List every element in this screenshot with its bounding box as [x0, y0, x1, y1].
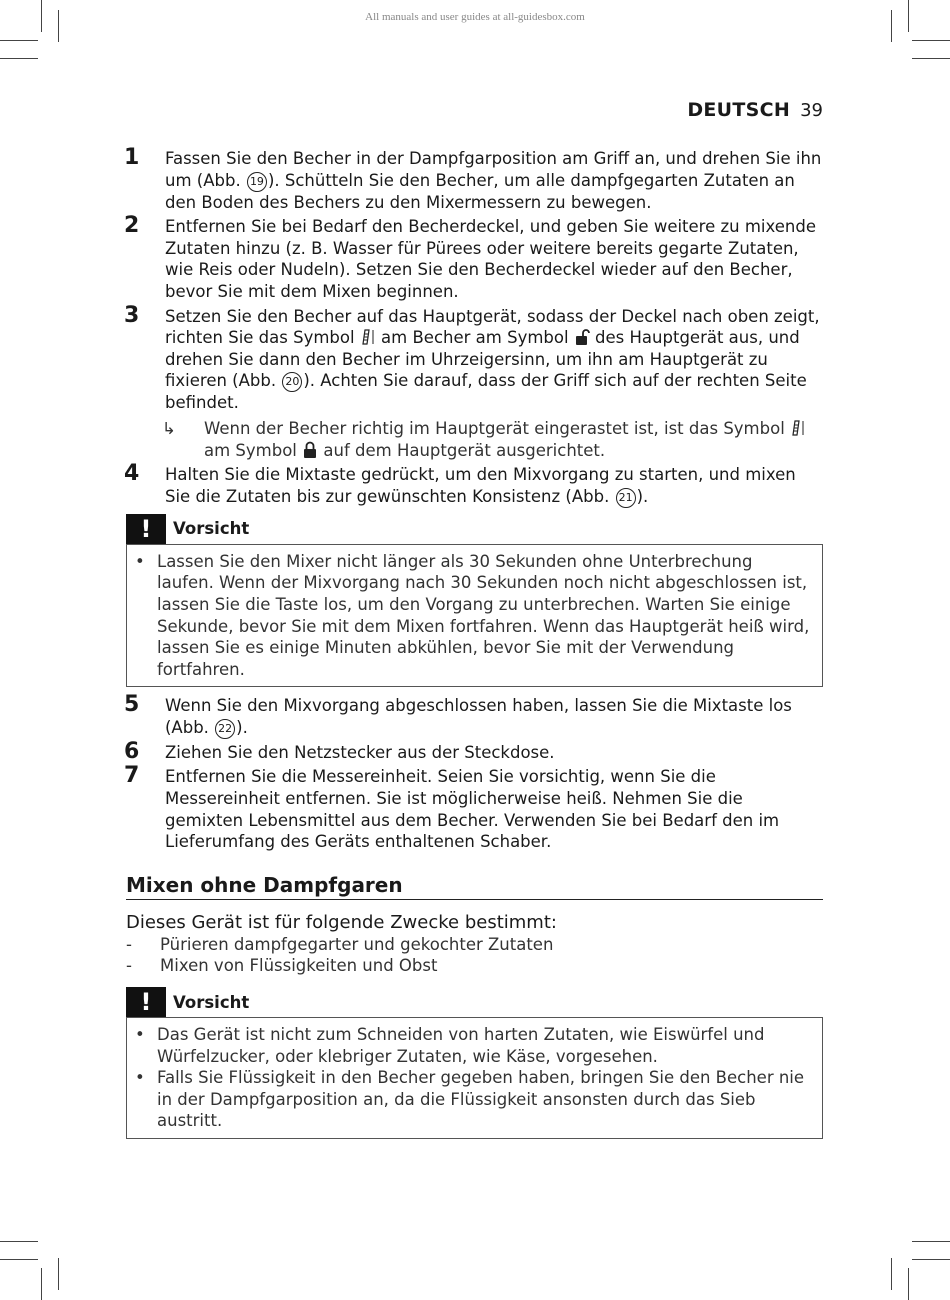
caution-header: [126, 514, 823, 544]
step-text: ).: [636, 486, 649, 506]
step-text: Ziehen Sie den Netzstecker aus der Steckdose.: [165, 742, 555, 762]
step-1: [124, 145, 823, 213]
lock-icon: [302, 441, 318, 459]
caution-label: Vorsicht: [173, 519, 250, 539]
step-text: ). Schütteln Sie den Becher, um alle dampfgegarten Zutaten an den Boden des Bechers zu den Mixermessern zu bewegen.: [165, 170, 795, 212]
crop-mark: [912, 1241, 950, 1242]
crop-mark: [912, 58, 950, 59]
crop-mark: [891, 1258, 892, 1290]
result-text: Wenn der Becher richtig im Hauptgerät eingerastet ist, ist das Symbol: [204, 418, 791, 438]
step-text: Halten Sie die Mixtaste gedrückt, um den Mixvorgang zu starten, und mixen Sie die Zutaten bis zur gewünschten Konsistenz (Abb.: [165, 465, 796, 506]
step-number: 3: [124, 302, 140, 328]
step-5: [124, 692, 823, 739]
caution-header: [126, 987, 823, 1017]
result-text: am Symbol: [204, 440, 303, 460]
figure-ref: 19: [247, 172, 267, 192]
language-label: DEUTSCH: [687, 99, 791, 121]
result-arrow-icon: ↳: [162, 418, 176, 438]
crop-mark: [908, 1268, 909, 1300]
crop-mark: [0, 1241, 38, 1242]
caution-text: Das Gerät ist nicht zum Schneiden von harten Zutaten, wie Eiswürfel und Würfelzucker, oder klebriger Zutaten, wie Käse, vorgesehen.: [157, 1025, 765, 1066]
step-text: Entfernen Sie bei Bedarf den Becherdeckel, und geben Sie weitere zu mixende Zutaten hinzu (z. B. Wasser für Pürees oder weitere bereits gegarte Zutaten, wie Reis oder Nudeln). Setzen Sie den Becherdeckel wieder auf den Becher, bevor Sie mit dem Mixen beginnen.: [165, 217, 817, 301]
section-intro: Dieses Gerät ist für folgende Zwecke bestimmt:: [126, 911, 557, 933]
caution-label: Vorsicht: [173, 992, 250, 1012]
step-text: des Hauptgerät aus, und drehen Sie dann den Becher im Uhrzeigersinn, um ihn am Hauptgerät zu fixieren (Abb.: [165, 328, 800, 391]
dash-icon: -: [126, 934, 132, 954]
figure-ref: 22: [215, 719, 235, 739]
list-item: [126, 955, 823, 977]
bullet-icon: •: [135, 551, 145, 571]
caution-item: [135, 1024, 814, 1067]
page-number: 39: [800, 100, 823, 121]
caution-item: [135, 1067, 814, 1132]
step-4: [124, 461, 823, 508]
warning-icon: !: [126, 514, 166, 544]
step-text: Fassen Sie den Becher in der Dampfgarposition am Griff an, und drehen Sie ihn um (Abb.: [165, 149, 822, 190]
jar-align-icon: [790, 419, 806, 437]
step-number: 7: [124, 763, 140, 789]
list-item-text: Pürieren dampfgegarter und gekochter Zutaten: [160, 934, 554, 954]
bullet-icon: •: [135, 1025, 145, 1045]
caution-box: [126, 544, 823, 688]
bullet-icon: •: [135, 1068, 145, 1088]
watermark: All manuals and user guides at all-guidesbox.com: [365, 11, 585, 23]
result-text: auf dem Hauptgerät ausgerichtet.: [318, 440, 606, 460]
page-content: [124, 145, 823, 1147]
warning-icon: !: [126, 987, 166, 1017]
step-6: [124, 738, 823, 764]
list-item-text: Mixen von Flüssigkeiten und Obst: [160, 956, 438, 976]
step-text: Wenn Sie den Mixvorgang abgeschlossen haben, lassen Sie die Mixtaste los (Abb.: [165, 696, 792, 737]
jar-align-icon: [360, 328, 376, 346]
step-text: Entfernen Sie die Messereinheit. Seien Sie vorsichtig, wenn Sie die Messereinheit entfernen. Sie ist möglicherweise heiß. Nehmen Sie die gemixten Lebensmittel aus dem Becher. Verwenden Sie bei Bedarf den im Lieferumfang des Geräts enthaltenen Schaber.: [165, 767, 780, 852]
step-7: [124, 763, 823, 852]
crop-mark: [912, 40, 950, 41]
crop-mark: [58, 1258, 59, 1290]
list-item: [126, 934, 823, 956]
step-text: ).: [236, 717, 248, 737]
step-3: [124, 302, 823, 414]
caution-text: Falls Sie Flüssigkeit in den Becher gegeben haben, bringen Sie den Becher nie in der Dampfgarposition an, da die Flüssigkeit ansonsten durch das Sieb austritt.: [157, 1068, 805, 1131]
step-text: am Becher am Symbol: [375, 328, 574, 348]
step-number: 5: [124, 692, 140, 718]
page-header: [687, 99, 823, 121]
figure-ref: 20: [282, 372, 302, 392]
crop-mark: [41, 1268, 42, 1300]
caution-box: [126, 1017, 823, 1139]
step-number: 1: [124, 145, 140, 170]
step-text: Setzen Sie den Becher auf das Hauptgerät, sodass der Deckel nach oben zeigt, richten Sie das Symbol: [165, 306, 820, 348]
unlock-icon: [574, 328, 590, 346]
step-number: 4: [124, 461, 140, 487]
crop-mark: [0, 1259, 38, 1260]
step-2: [124, 213, 823, 302]
step-number: 6: [124, 738, 140, 764]
crop-mark: [0, 58, 38, 59]
result-note: [126, 418, 823, 461]
caution-item: [135, 551, 814, 681]
caution-text: Lassen Sie den Mixer nicht länger als 30 Sekunden ohne Unterbrechung laufen. Wenn der Mixvorgang nach 30 Sekunden noch nicht abgeschlossen ist, lassen Sie die Taste los, um den Vorgang zu unterbrechen. Warten Sie einige Sekunde, bevor Sie mit dem Mixen fortfahren. Wenn das Hauptgerät heiß wird, lassen Sie es einige Minuten abkühlen, bevor Sie mit der Verwendung fortfahren.: [157, 551, 810, 679]
step-number: 2: [124, 213, 140, 239]
crop-mark: [0, 40, 38, 41]
dash-icon: -: [126, 956, 132, 976]
section-title: Mixen ohne Dampfgaren: [126, 873, 823, 900]
crop-mark: [912, 1259, 950, 1260]
figure-ref: 21: [616, 488, 636, 508]
step-text: ). Achten Sie darauf, dass der Griff sich auf der rechten Seite befindet.: [165, 371, 807, 413]
